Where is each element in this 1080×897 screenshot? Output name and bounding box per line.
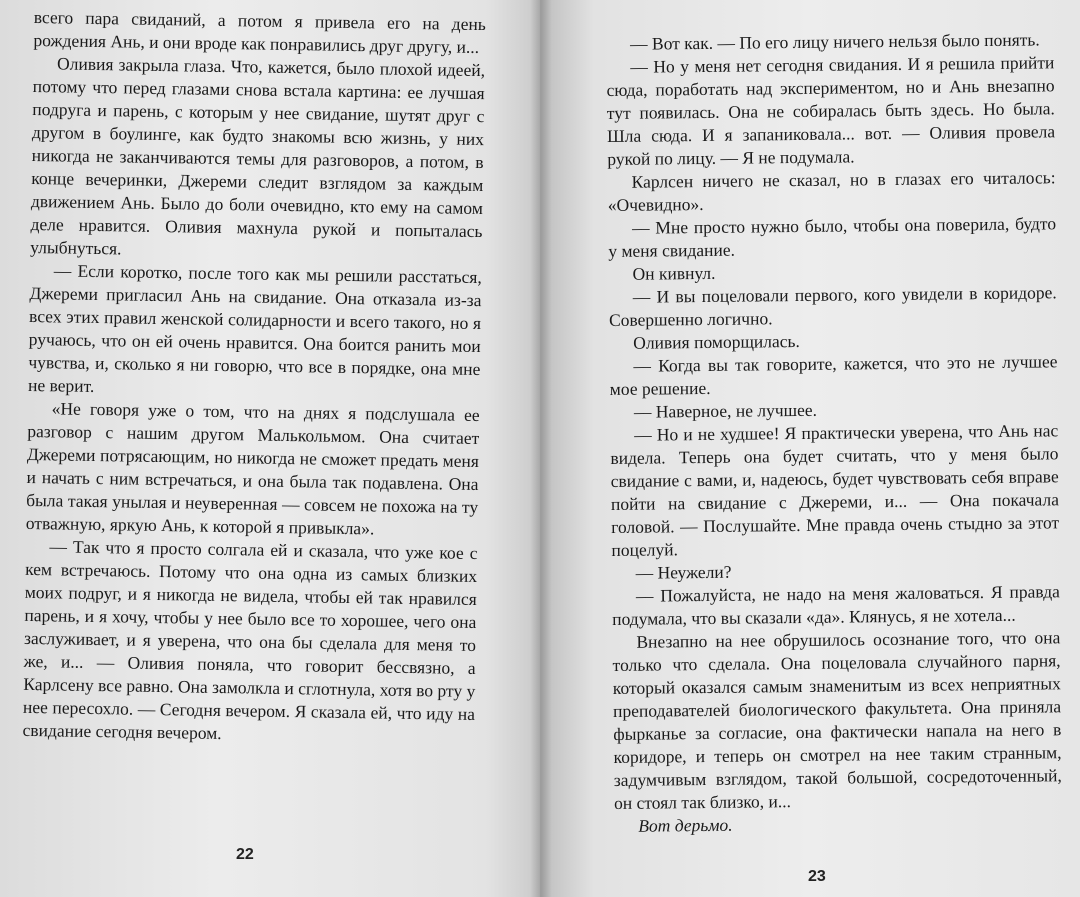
paragraph: «Не говоря уже о том, что на днях я подслушала ее разговор с нашим другом Малькольмом. Она считает Джереми потрясающим, но никогда не сможет предать меня и начать с ним встречаться, и она была так подавлена. Она была такая унылая и неуверенная — совсем не похожа на ту отважную, яркую Ань, к которой я привыкла».	[25, 398, 480, 539]
paragraph: — И вы поцеловали первого, кого увидели в коридоре. Совершенно логично.	[608, 282, 1057, 330]
right-page	[540, 0, 1080, 897]
paragraph: Карлсен ничего не сказал, но в глазах его читалось: «Очевидно».	[607, 167, 1056, 215]
paragraph: — Неужели?	[635, 561, 732, 583]
paragraph: — Мне просто нужно было, чтобы она поверила, будто у меня свидание.	[608, 213, 1057, 261]
page-number: 22	[236, 846, 254, 863]
paragraph: — Но у меня нет сегодня свидания. И я решила прийти сюда, поработать над экспериментом, но и Ань внезапно тут появилась. Она не собиралась быть здесь. Но была. Шла сюда. И я запаниковала... вот. — Оливия провела рукой по лицу. — Я не подумала.	[606, 52, 1056, 169]
paragraph: Оливия закрыла глаза. Что, кажется, было плохой идеей, потому что перед глазами снова встала картина: ее лучшая подруга и парень, с которым у нее свидание, шутят друг с другом в боулинге, как будто знакомы всю жизнь, у них никогда не заканчиваются темы для разговоров, а потом, в конце вечеринки, Джереми следит взглядом за каждым движением Ань. Было до боли очевидно, кто ему на самом деле нравится. Оливия махнула рукой и попыталась улыбнуться.	[30, 53, 486, 259]
paragraph: Внезапно на нее обрушилось осознание того, что она только что сделала. Она поцеловала случайного парня, который оказался самым знаменитым из всех неприятных преподавателей биологического факультета. Она приняла фырканье за согласие, она фактически напала на него в коридоре, и теперь он смотрел на нее таким странным, задумчивым взглядом, такой большой, сосредоточенный, он стоял так близко, и...	[612, 627, 1062, 813]
paragraph: — Вот как. — По его лицу ничего нельзя было понять.	[630, 29, 1040, 54]
paragraph: — Так что я просто солгала ей и сказала, что уже кое с кем встречаюсь. Потому что она одна из самых близких моих подруг, и я никогда не видела, чтобы ей так нравился парень, и я хочу, чтобы у нее было все то хорошее, чего она заслуживает, и я уверена, что она бы сделала для меня то же, и... — Оливия поняла, что говорит бессвязно, а Карлсену все равно. Она замолкла и сглотнула, хотя во рту у нее пересохло. — Сегодня вечером. Я сказала ей, что иду на свидание сегодня вечером.	[22, 536, 478, 744]
paragraph: Вот дерьмо.	[638, 814, 733, 836]
page-number: 23	[808, 868, 826, 885]
paragraph: — Наверное, не лучшее.	[633, 399, 818, 422]
paragraph: — Но и не худшее! Я практически уверена, что Ань нас видела. Теперь она будет считать, что у меня было свидание с вами, и, надеюсь, будет чувствовать себя вправе пойти на свидание с Джереми, и... — Она покачала головой. — Послушайте. Мне правда очень стыдно за этот поцелуй.	[610, 420, 1060, 560]
paragraph: Оливия поморщилась.	[633, 330, 800, 353]
left-page-text	[22, 6, 486, 749]
paragraph: — Если коротко, после того как мы решили расстаться, Джереми пригласил Ань на свидание. Она отказала из-за всех этих правил женской солидарности и всего такого, но я ручаюсь, что он ей очень нравится. Она боится ранить мои чувства, и, сколько я ни говорю, что все в порядке, она мне не верит.	[27, 260, 482, 396]
paragraph: всего пара свиданий, а потом я привела его на день рождения Ань, и они вроде как понравились друг другу, и...	[33, 6, 486, 57]
right-page-text	[606, 28, 1062, 838]
paragraph: — Когда вы так говорите, кажется, что это не лучшее мое решение.	[609, 351, 1058, 399]
paragraph: — Пожалуйста, не надо на меня жаловаться. Я правда подумала, что вы сказали «да». Клянусь, я не хотела...	[612, 581, 1060, 629]
book-gutter	[530, 0, 552, 897]
paragraph: Он кивнул.	[632, 262, 716, 284]
